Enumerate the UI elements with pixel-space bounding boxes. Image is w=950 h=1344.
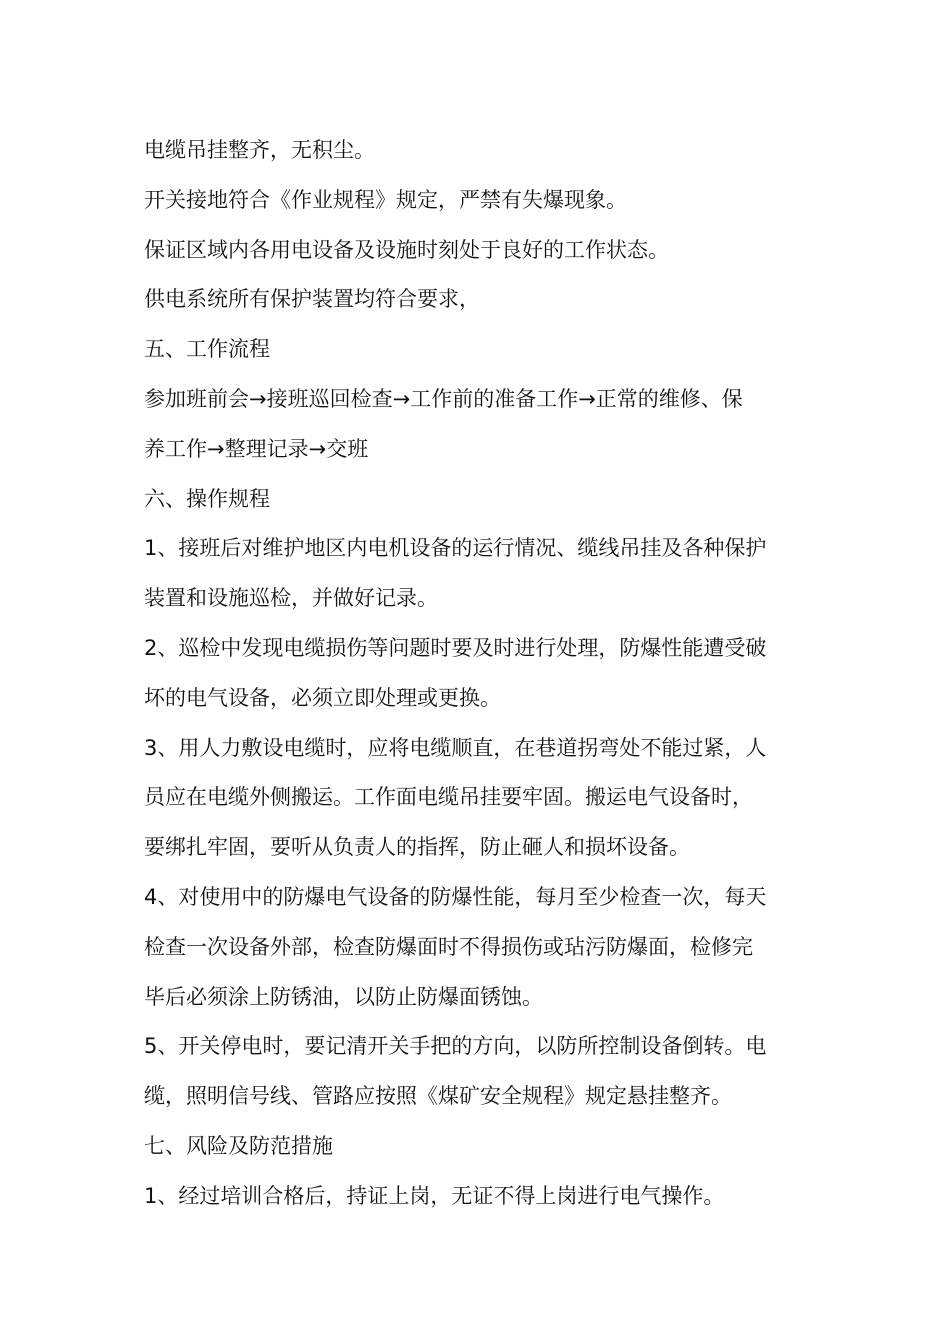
text-line: 养工作→整理记录→交班 [144,436,369,461]
text-line: 供电系统所有保护装置均符合要求， [144,287,480,312]
text-line: 缆，照明信号线、管路应按照《煤矿安全规程》规定悬挂整齐。 [144,1084,732,1109]
text-line: 检查一次设备外部，检查防爆面时不得损伤或玷污防爆面，检修完 [144,934,753,959]
text-line: 4、对使用中的防爆电气设备的防爆性能，每月至少检查一次，每天 [144,884,767,909]
text-line: 5、开关停电时，要记清开关手把的方向，以防所控制设备倒转。电 [144,1034,767,1059]
text-line: 要绑扎牢固，要听从负责人的指挥，防止砸人和损坏设备。 [144,835,690,860]
text-line: 1、接班后对维护地区内电机设备的运行情况、缆线吊挂及各种保护 [144,536,767,561]
section-heading: 六、操作规程 [144,486,270,511]
text-line: 坏的电气设备，必须立即处理或更换。 [144,685,501,710]
text-line: 3、用人力敷设电缆时，应将电缆顺直，在巷道拐弯处不能过紧，人 [144,735,767,760]
text-line: 员应在电缆外侧搬运。工作面电缆吊挂要牢固。搬运电气设备时， [144,785,753,810]
text-line: 参加班前会→接班巡回检查→工作前的准备工作→正常的维修、保 [144,386,743,411]
section-heading: 五、工作流程 [144,337,270,362]
text-line: 1、经过培训合格后，持证上岗，无证不得上岗进行电气操作。 [144,1183,725,1208]
section-heading: 七、风险及防范措施 [144,1133,333,1158]
text-line: 保证区域内各用电设备及设施时刻处于良好的工作状态。 [144,237,669,262]
document-body [144,126,814,1222]
text-line: 2、巡检中发现电缆损伤等问题时要及时进行处理，防爆性能遭受破 [144,635,767,660]
text-line: 开关接地符合《作业规程》规定，严禁有失爆现象。 [144,187,627,212]
text-line: 电缆吊挂整齐，无积尘。 [144,138,375,162]
text-line: 毕后必须涂上防锈油，以防止防爆面锈蚀。 [144,984,543,1009]
text-line: 装置和设施巡检，并做好记录。 [144,586,438,611]
